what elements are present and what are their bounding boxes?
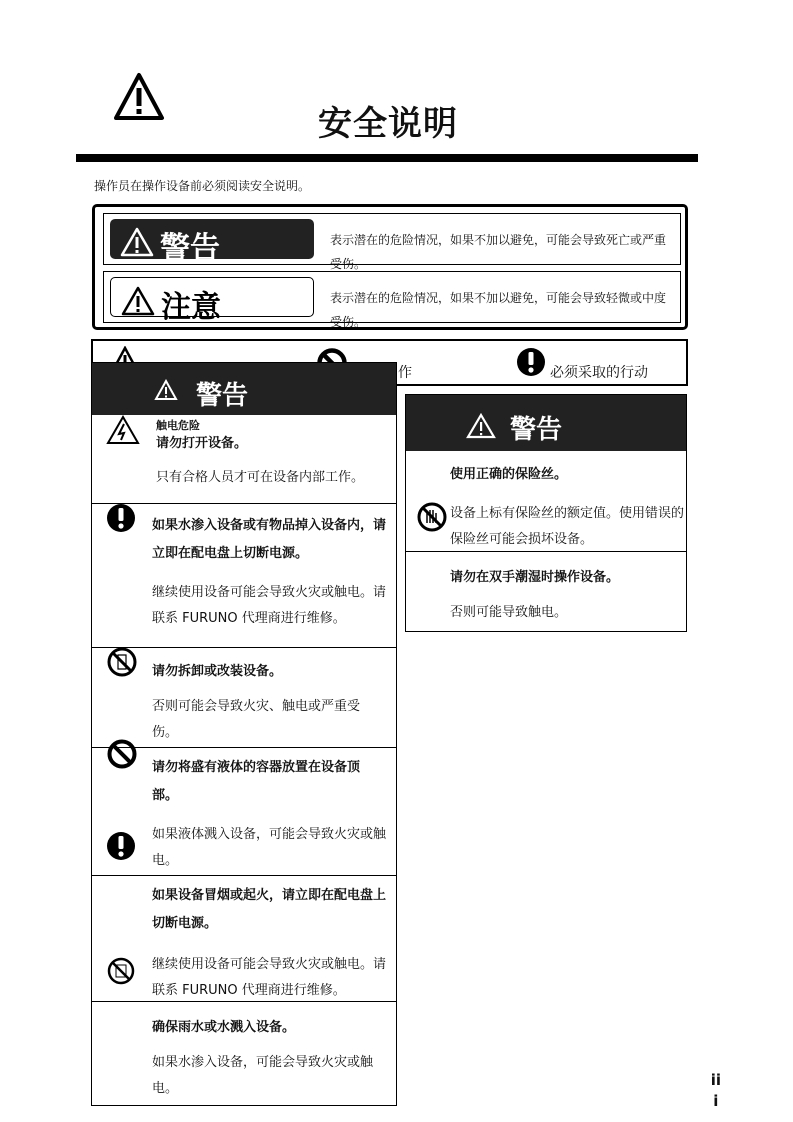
item-title: 请勿在双手潮湿时操作设备。 — [450, 570, 620, 585]
warning-item — [406, 451, 686, 551]
page-number-line2: i — [713, 1092, 719, 1110]
item-title: 使用正确的保险丝。 — [450, 467, 568, 482]
mandatory-action-text: 必须采取的行动 — [550, 365, 648, 381]
item-body: 设备上标有保险丝的额定值。使用错误的保险丝可能会损坏设备。 — [450, 506, 685, 547]
item-body: 继续使用设备可能会导致火灾或触电。请联系 FURUNO 代理商进行维修。 — [152, 585, 387, 626]
item-title: 如果设备冒烟或起火，请立即在配电盘上切断电源。 — [152, 888, 387, 931]
item-body: 否则可能会导致火灾、触电或严重受伤。 — [152, 699, 361, 740]
warning-triangle-icon — [466, 413, 496, 439]
intro-text: 操作员在操作设备前必须阅读安全说明。 — [94, 179, 311, 193]
warning-triangle-icon — [113, 72, 165, 122]
page-number — [711, 1070, 721, 1112]
warning-item — [92, 1001, 396, 1108]
item-title: 请勿将盛有液体的容器放置在设备顶部。 — [152, 760, 361, 803]
warning-triangle-icon — [121, 286, 155, 316]
item-body: 如果液体溅入设备，可能会导致火灾或触电。 — [152, 827, 387, 868]
warning-item — [92, 503, 396, 648]
left-warning-title: 警告 — [196, 381, 249, 411]
item-title: 确保雨水或水溅入设备。 — [152, 1020, 296, 1035]
warning-item — [92, 415, 396, 503]
warning-item — [92, 747, 396, 876]
right-warning-title: 警告 — [510, 415, 563, 445]
item-body: 否则可能导致触电。 — [450, 605, 568, 620]
signal-word-legend — [92, 204, 688, 330]
legend-caution-row — [103, 271, 681, 329]
item-body: 只有合格人员才可在设备内部工作。 — [156, 470, 365, 485]
warning-item — [406, 551, 686, 634]
no-liquid-icon — [106, 956, 136, 986]
right-warning-header — [406, 395, 686, 451]
prohibited-action-text: 作 — [398, 365, 412, 381]
title-rule — [76, 154, 698, 162]
mandatory-icon — [516, 346, 546, 378]
item-title: 如果水渗入设备或有物品掉入设备内，请立即在配电盘上切断电源。 — [152, 518, 387, 561]
warning-item — [92, 647, 396, 748]
no-wet-hands-icon — [416, 501, 448, 533]
warning-triangle-icon — [120, 227, 154, 257]
legend-warning-row — [103, 213, 681, 271]
item-title: 请勿打开设备。 — [156, 436, 248, 451]
mandatory-icon — [106, 830, 136, 862]
caution-label: 注意 — [161, 290, 221, 325]
item-title: 请勿拆卸或改装设备。 — [152, 664, 283, 679]
no-disassembly-icon — [106, 646, 138, 678]
left-warning-header — [92, 363, 396, 415]
page-number-line1: ii — [710, 1071, 721, 1089]
right-warning-card — [405, 394, 687, 632]
left-warning-card — [91, 362, 397, 1106]
warning-item — [92, 875, 396, 1002]
caution-label-box — [110, 277, 314, 325]
warning-triangle-icon — [154, 379, 178, 401]
item-body: 继续使用设备可能会导致火灾或触电。请联系 FURUNO 代理商进行维修。 — [152, 957, 387, 998]
prohibited-icon — [106, 738, 138, 770]
electric-shock-icon — [106, 415, 140, 445]
item-title-small: 触电危险 — [156, 419, 200, 432]
warning-label-box — [110, 219, 314, 266]
page-title: 安全说明 — [318, 104, 458, 144]
caution-description: 表示潜在的危险情况，如果不加以避免，可能会导致轻微或中度受伤。 — [330, 291, 667, 329]
mandatory-icon — [106, 502, 136, 534]
item-body: 如果水渗入设备，可能会导致火灾或触电。 — [152, 1055, 374, 1096]
warning-label: 警告 — [160, 231, 220, 266]
warning-description: 表示潜在的危险情况，如果不加以避免，可能会导致死亡或严重受伤。 — [330, 233, 667, 271]
